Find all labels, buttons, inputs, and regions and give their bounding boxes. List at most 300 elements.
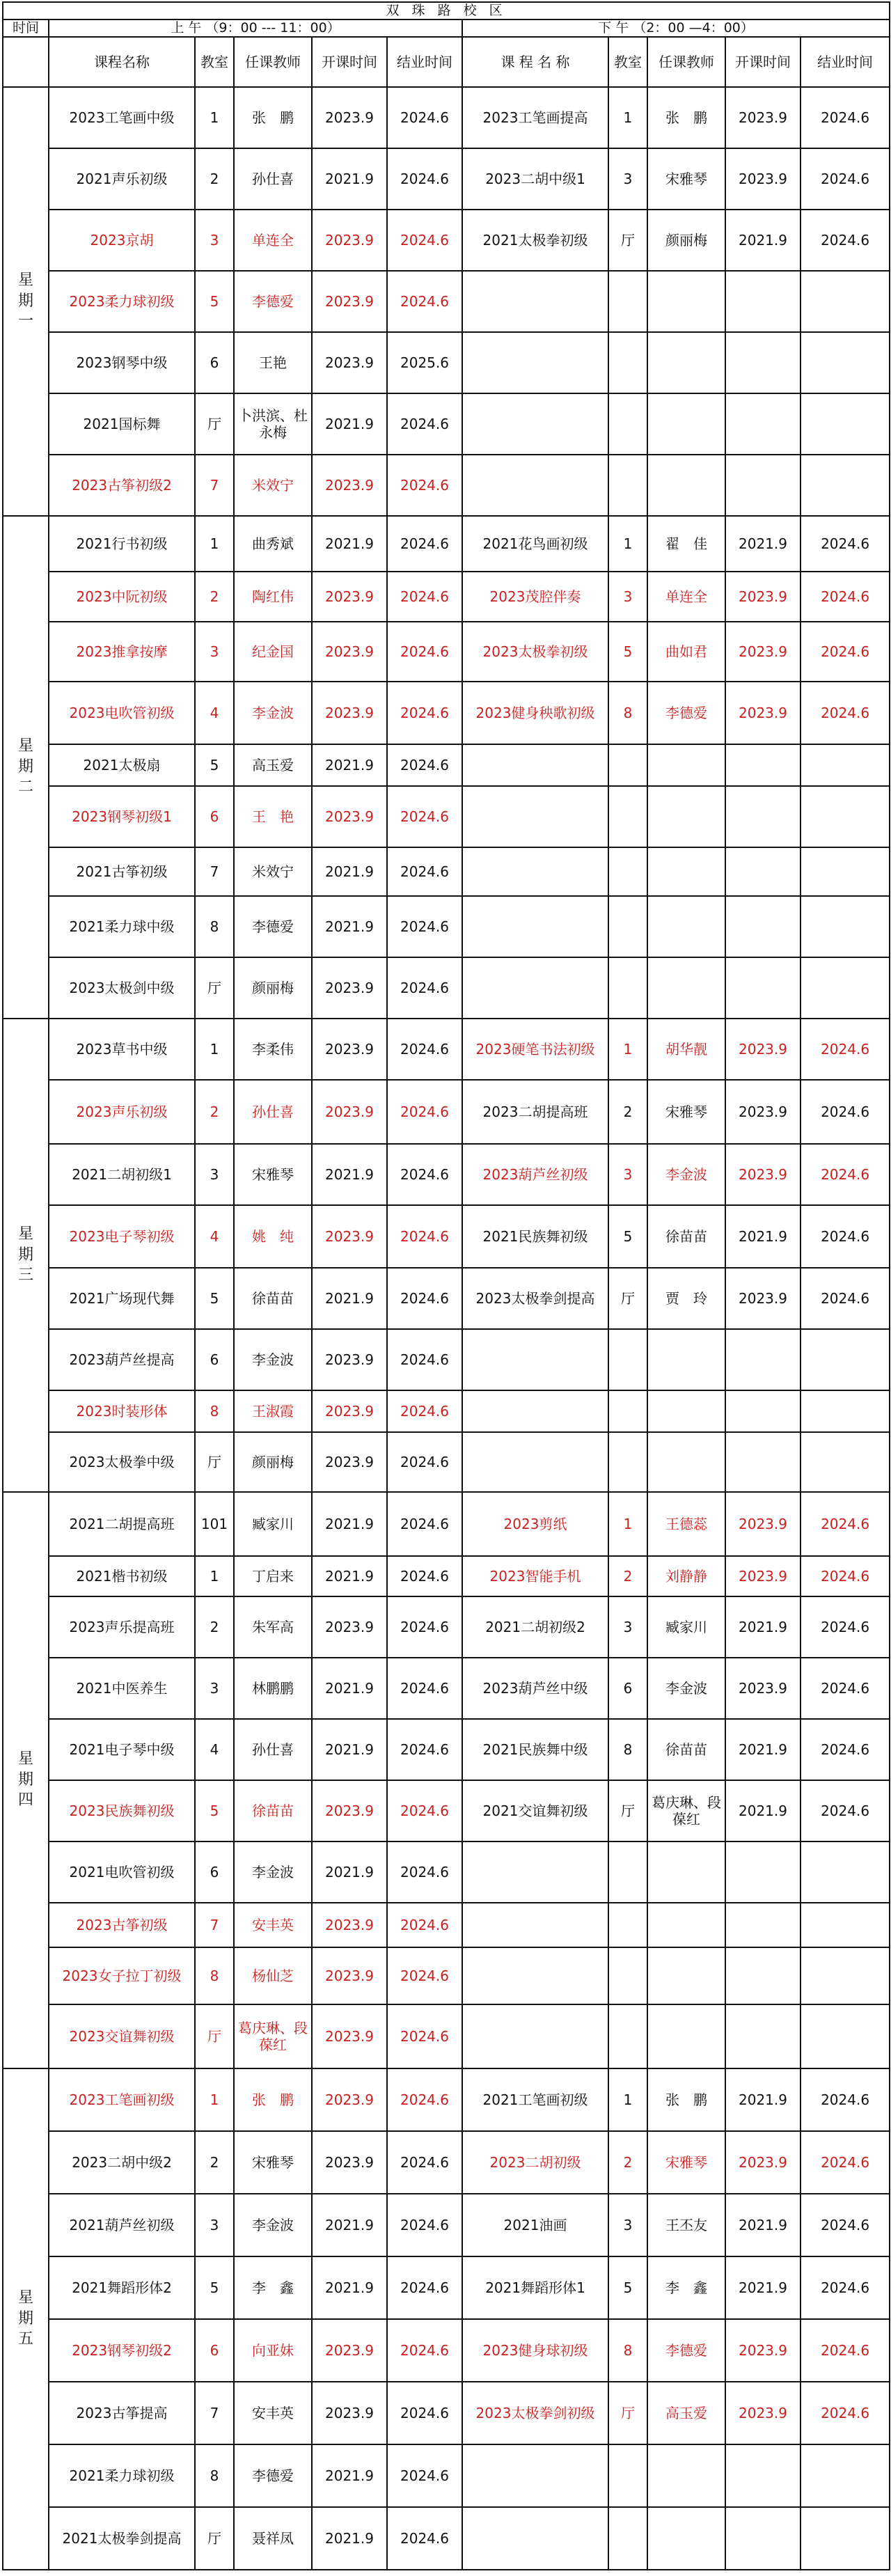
pm-room-cell: [608, 1432, 647, 1492]
pm-start-cell: 2023.9: [725, 87, 801, 148]
pm-end-cell: [801, 786, 890, 847]
am-room-cell: 2: [195, 1596, 234, 1658]
pm-room-cell: 厅: [608, 2382, 647, 2444]
pm-course-cell: 2023太极拳剑初级: [462, 2382, 608, 2444]
am-end-cell: 2024.6: [387, 682, 462, 744]
am-start-cell: 2023.9: [312, 1390, 387, 1432]
col-header-pm-teacher: 任课教师: [647, 37, 725, 87]
pm-start-cell: 2023.9: [725, 622, 801, 682]
am-room-cell: 5: [195, 1780, 234, 1841]
pm-end-cell: 2024.6: [801, 516, 890, 572]
day-label-char: 星: [17, 1225, 33, 1243]
pm-start-cell: [725, 847, 801, 896]
pm-room-cell: 5: [608, 622, 647, 682]
day-column-header: [3, 37, 49, 87]
am-teacher-cell: 孙仕喜: [234, 1719, 312, 1780]
am-room-cell: 1: [195, 2068, 234, 2131]
day-label: [3, 87, 49, 516]
am-teacher-cell: 聂祥凤: [234, 2507, 312, 2570]
am-course-cell: 2023古筝初级: [49, 1903, 195, 1947]
am-room-cell: 8: [195, 2444, 234, 2507]
am-end-cell: 2024.6: [387, 2444, 462, 2507]
pm-course-cell: 2021民族舞中级: [462, 1719, 608, 1780]
pm-teacher-cell: [647, 1947, 725, 2004]
pm-room-cell: 8: [608, 682, 647, 744]
pm-course-cell: [462, 896, 608, 957]
pm-teacher-cell: 高玉爱: [647, 2382, 725, 2444]
am-course-cell: 2023中阮初级: [49, 572, 195, 622]
pm-course-cell: 2021民族舞初级: [462, 1205, 608, 1268]
am-start-cell: 2023.9: [312, 2004, 387, 2068]
table-row: [3, 2131, 890, 2194]
pm-start-cell: 2023.9: [725, 1019, 801, 1080]
am-teacher-cell: 李德爱: [234, 271, 312, 332]
am-course-cell: 2021舞蹈形体2: [49, 2256, 195, 2319]
table-row: [3, 516, 890, 572]
pm-course-cell: 2023葫芦丝初级: [462, 1144, 608, 1205]
pm-course-cell: 2023二胡中级1: [462, 148, 608, 210]
am-end-cell: 2024.6: [387, 572, 462, 622]
am-start-cell: 2023.9: [312, 271, 387, 332]
am-end-cell: 2024.6: [387, 2319, 462, 2382]
am-teacher-cell: 葛庆琳、段葆红: [234, 2004, 312, 2068]
pm-teacher-cell: 宋雅琴: [647, 148, 725, 210]
table-row: [3, 1596, 890, 1658]
table-row: [3, 1658, 890, 1719]
pm-start-cell: [725, 1841, 801, 1903]
day-label-char: 三: [17, 1266, 33, 1285]
am-end-cell: 2025.6: [387, 332, 462, 393]
am-teacher-cell: 张 鹏: [234, 87, 312, 148]
pm-teacher-cell: 徐苗苗: [647, 1205, 725, 1268]
pm-course-cell: [462, 1390, 608, 1432]
am-course-cell: 2023交谊舞初级: [49, 2004, 195, 2068]
am-teacher-cell: 李德爱: [234, 896, 312, 957]
am-teacher-cell: 卜洪滨、杜永梅: [234, 393, 312, 455]
am-room-cell: 厅: [195, 2004, 234, 2068]
pm-end-cell: 2024.6: [801, 2382, 890, 2444]
table-row: [3, 210, 890, 271]
pm-start-cell: 2023.9: [725, 1080, 801, 1144]
pm-course-cell: [462, 1432, 608, 1492]
pm-end-cell: [801, 847, 890, 896]
am-start-cell: 2021.9: [312, 896, 387, 957]
am-teacher-cell: 林鹏鹏: [234, 1658, 312, 1719]
am-course-cell: 2023民族舞初级: [49, 1780, 195, 1841]
pm-end-cell: [801, 1947, 890, 2004]
pm-course-cell: 2021太极拳初级: [462, 210, 608, 271]
am-end-cell: 2024.6: [387, 1780, 462, 1841]
am-course-cell: 2023女子拉丁初级: [49, 1947, 195, 2004]
am-room-cell: 3: [195, 2194, 234, 2256]
pm-course-cell: [462, 1841, 608, 1903]
pm-start-cell: 2023.9: [725, 1268, 801, 1329]
am-start-cell: 2021.9: [312, 744, 387, 786]
pm-teacher-cell: 葛庆琳、段葆红: [647, 1780, 725, 1841]
pm-end-cell: 2024.6: [801, 2256, 890, 2319]
pm-start-cell: 2023.9: [725, 2319, 801, 2382]
am-end-cell: 2024.6: [387, 516, 462, 572]
pm-teacher-cell: 李 鑫: [647, 2256, 725, 2319]
am-course-cell: 2023时装形体: [49, 1390, 195, 1432]
table-row: [3, 332, 890, 393]
am-room-cell: 1: [195, 1556, 234, 1596]
am-end-cell: 2024.6: [387, 1658, 462, 1719]
am-course-cell: 2021太极扇: [49, 744, 195, 786]
am-start-cell: 2021.9: [312, 1841, 387, 1903]
pm-room-cell: [608, 271, 647, 332]
am-room-cell: 6: [195, 786, 234, 847]
am-course-cell: 2021声乐初级: [49, 148, 195, 210]
am-course-cell: 2023京胡: [49, 210, 195, 271]
am-start-cell: 2021.9: [312, 1658, 387, 1719]
pm-start-cell: 2023.9: [725, 682, 801, 744]
pm-start-cell: [725, 2507, 801, 2570]
pm-end-cell: 2024.6: [801, 1144, 890, 1205]
am-teacher-cell: 陶红伟: [234, 572, 312, 622]
table-row: [3, 2444, 890, 2507]
table-row: [3, 622, 890, 682]
pm-start-cell: 2023.9: [725, 572, 801, 622]
pm-room-cell: [608, 2004, 647, 2068]
pm-teacher-cell: [647, 332, 725, 393]
am-teacher-cell: 安丰英: [234, 2382, 312, 2444]
am-end-cell: 2024.6: [387, 1205, 462, 1268]
pm-course-cell: 2023健身秧歌初级: [462, 682, 608, 744]
pm-start-cell: 2021.9: [725, 1596, 801, 1658]
pm-start-cell: 2023.9: [725, 2131, 801, 2194]
am-teacher-cell: 朱军高: [234, 1596, 312, 1658]
pm-teacher-cell: 颜丽梅: [647, 210, 725, 271]
am-start-cell: 2021.9: [312, 2444, 387, 2507]
day-label-char: 星: [17, 737, 33, 755]
table-row: [3, 2382, 890, 2444]
col-header-pm-room: 教室: [608, 37, 647, 87]
table-row: [3, 455, 890, 516]
pm-course-cell: 2021花鸟画初级: [462, 516, 608, 572]
pm-course-cell: [462, 744, 608, 786]
table-row: [3, 1080, 890, 1144]
pm-start-cell: 2021.9: [725, 2068, 801, 2131]
pm-room-cell: [608, 455, 647, 516]
am-end-cell: 2024.6: [387, 1841, 462, 1903]
table-row: [3, 1205, 890, 1268]
day-label: [3, 2068, 49, 2570]
am-period-header: 上 午 （9：00 --- 11：00）: [49, 19, 462, 37]
am-start-cell: 2023.9: [312, 957, 387, 1019]
am-course-cell: 2023古筝初级2: [49, 455, 195, 516]
am-course-cell: 2021柔力球初级: [49, 2444, 195, 2507]
pm-room-cell: 1: [608, 2068, 647, 2131]
am-end-cell: 2024.6: [387, 1432, 462, 1492]
pm-teacher-cell: 李金波: [647, 1658, 725, 1719]
col-header-am-start: 开课时间: [312, 37, 387, 87]
am-room-cell: 7: [195, 1903, 234, 1947]
am-start-cell: 2023.9: [312, 2319, 387, 2382]
pm-end-cell: 2024.6: [801, 1556, 890, 1596]
am-course-cell: 2023钢琴初级2: [49, 2319, 195, 2382]
pm-start-cell: [725, 957, 801, 1019]
pm-period-header: 下 午 （2：00 —4：00）: [462, 19, 890, 37]
pm-end-cell: 2024.6: [801, 148, 890, 210]
am-room-cell: 6: [195, 1841, 234, 1903]
pm-room-cell: 2: [608, 1080, 647, 1144]
pm-teacher-cell: [647, 2507, 725, 2570]
am-end-cell: 2024.6: [387, 271, 462, 332]
pm-teacher-cell: 刘静静: [647, 1556, 725, 1596]
table-row: [3, 744, 890, 786]
am-end-cell: 2024.6: [387, 210, 462, 271]
am-start-cell: 2021.9: [312, 1556, 387, 1596]
pm-end-cell: [801, 2004, 890, 2068]
pm-start-cell: 2023.9: [725, 1492, 801, 1556]
am-end-cell: 2024.6: [387, 1019, 462, 1080]
table-row: [3, 896, 890, 957]
pm-teacher-cell: 王德蕊: [647, 1492, 725, 1556]
pm-start-cell: 2021.9: [725, 1780, 801, 1841]
day-label-char: 四: [17, 1791, 33, 1809]
pm-course-cell: 2023硬笔书法初级: [462, 1019, 608, 1080]
pm-teacher-cell: [647, 2444, 725, 2507]
pm-course-cell: [462, 957, 608, 1019]
pm-teacher-cell: [647, 957, 725, 1019]
pm-start-cell: [725, 1432, 801, 1492]
am-room-cell: 3: [195, 1658, 234, 1719]
am-start-cell: 2021.9: [312, 516, 387, 572]
am-course-cell: 2023二胡中级2: [49, 2131, 195, 2194]
am-room-cell: 2: [195, 148, 234, 210]
pm-start-cell: 2023.9: [725, 1144, 801, 1205]
pm-room-cell: [608, 2444, 647, 2507]
am-start-cell: 2023.9: [312, 682, 387, 744]
col-header-am-course: 课程名称: [49, 37, 195, 87]
pm-end-cell: [801, 332, 890, 393]
am-course-cell: 2023推拿按摩: [49, 622, 195, 682]
pm-end-cell: [801, 1390, 890, 1432]
am-start-cell: 2023.9: [312, 2068, 387, 2131]
pm-start-cell: [725, 2444, 801, 2507]
table-row: [3, 1719, 890, 1780]
am-course-cell: 2021葫芦丝初级: [49, 2194, 195, 2256]
am-teacher-cell: 孙仕喜: [234, 148, 312, 210]
day-label-char: 星: [17, 1750, 33, 1768]
am-teacher-cell: 米效宁: [234, 455, 312, 516]
pm-start-cell: 2021.9: [725, 516, 801, 572]
day-label: [3, 516, 49, 1019]
col-header-pm-start: 开课时间: [725, 37, 801, 87]
am-start-cell: 2021.9: [312, 2256, 387, 2319]
am-start-cell: 2023.9: [312, 1080, 387, 1144]
pm-room-cell: 8: [608, 1719, 647, 1780]
am-end-cell: 2024.6: [387, 847, 462, 896]
am-teacher-cell: 向亚妹: [234, 2319, 312, 2382]
pm-end-cell: 2024.6: [801, 1780, 890, 1841]
pm-end-cell: 2024.6: [801, 87, 890, 148]
am-start-cell: 2023.9: [312, 332, 387, 393]
pm-room-cell: 1: [608, 87, 647, 148]
pm-room-cell: 3: [608, 148, 647, 210]
pm-end-cell: [801, 271, 890, 332]
am-teacher-cell: 徐苗苗: [234, 1268, 312, 1329]
pm-course-cell: [462, 786, 608, 847]
day-label-char: 一: [17, 313, 33, 331]
pm-teacher-cell: [647, 393, 725, 455]
pm-end-cell: 2024.6: [801, 1719, 890, 1780]
pm-course-cell: [462, 393, 608, 455]
pm-start-cell: [725, 1903, 801, 1947]
pm-teacher-cell: 翟 佳: [647, 516, 725, 572]
pm-room-cell: [608, 896, 647, 957]
pm-room-cell: [608, 2507, 647, 2570]
pm-start-cell: [725, 1947, 801, 2004]
am-start-cell: 2023.9: [312, 87, 387, 148]
am-end-cell: 2024.6: [387, 1390, 462, 1432]
pm-room-cell: [608, 1903, 647, 1947]
pm-start-cell: [725, 332, 801, 393]
am-start-cell: 2021.9: [312, 1719, 387, 1780]
pm-room-cell: 1: [608, 1492, 647, 1556]
am-teacher-cell: 颜丽梅: [234, 1432, 312, 1492]
am-end-cell: 2024.6: [387, 1596, 462, 1658]
pm-room-cell: [608, 1390, 647, 1432]
am-room-cell: 5: [195, 744, 234, 786]
pm-end-cell: 2024.6: [801, 1080, 890, 1144]
am-end-cell: 2024.6: [387, 1268, 462, 1329]
col-header-am-end: 结业时间: [387, 37, 462, 87]
am-start-cell: 2023.9: [312, 455, 387, 516]
pm-teacher-cell: 贾 玲: [647, 1268, 725, 1329]
am-end-cell: 2024.6: [387, 1719, 462, 1780]
pm-room-cell: 2: [608, 2131, 647, 2194]
pm-room-cell: 2: [608, 1556, 647, 1596]
pm-start-cell: 2021.9: [725, 2256, 801, 2319]
am-room-cell: 厅: [195, 1432, 234, 1492]
am-end-cell: 2024.6: [387, 1903, 462, 1947]
pm-start-cell: [725, 1329, 801, 1390]
pm-end-cell: 2024.6: [801, 1205, 890, 1268]
pm-end-cell: [801, 1841, 890, 1903]
pm-end-cell: [801, 455, 890, 516]
pm-teacher-cell: [647, 847, 725, 896]
pm-start-cell: 2021.9: [725, 1719, 801, 1780]
am-start-cell: 2021.9: [312, 1492, 387, 1556]
pm-room-cell: [608, 332, 647, 393]
pm-teacher-cell: 曲如君: [647, 622, 725, 682]
pm-start-cell: [725, 2004, 801, 2068]
am-course-cell: 2021广场现代舞: [49, 1268, 195, 1329]
pm-start-cell: [725, 393, 801, 455]
table-row: [3, 1841, 890, 1903]
am-course-cell: 2023葫芦丝提高: [49, 1329, 195, 1390]
pm-course-cell: 2023太极拳初级: [462, 622, 608, 682]
table-row: [3, 148, 890, 210]
day-label: [3, 1492, 49, 2068]
pm-start-cell: 2021.9: [725, 210, 801, 271]
am-room-cell: 4: [195, 1719, 234, 1780]
pm-start-cell: 2023.9: [725, 148, 801, 210]
am-course-cell: 2021太极拳剑提高: [49, 2507, 195, 2570]
pm-teacher-cell: [647, 786, 725, 847]
pm-teacher-cell: 宋雅琴: [647, 2131, 725, 2194]
pm-teacher-cell: [647, 1903, 725, 1947]
am-end-cell: 2024.6: [387, 1492, 462, 1556]
am-room-cell: 7: [195, 455, 234, 516]
pm-room-cell: 8: [608, 2319, 647, 2382]
day-label-char: 星: [17, 2289, 33, 2307]
table-row: [3, 1432, 890, 1492]
am-room-cell: 3: [195, 1144, 234, 1205]
pm-room-cell: [608, 957, 647, 1019]
am-end-cell: 2024.6: [387, 1329, 462, 1390]
am-room-cell: 5: [195, 2256, 234, 2319]
pm-end-cell: 2024.6: [801, 210, 890, 271]
col-header-am-teacher: 任课教师: [234, 37, 312, 87]
am-room-cell: 7: [195, 847, 234, 896]
table-row: [3, 271, 890, 332]
am-course-cell: 2021古筝初级: [49, 847, 195, 896]
am-end-cell: 2024.6: [387, 1947, 462, 2004]
table-row: [3, 1390, 890, 1432]
am-course-cell: 2023草书中级: [49, 1019, 195, 1080]
am-teacher-cell: 李金波: [234, 1841, 312, 1903]
am-teacher-cell: 丁启来: [234, 1556, 312, 1596]
am-teacher-cell: 颜丽梅: [234, 957, 312, 1019]
time-label: 时间: [3, 19, 49, 37]
am-teacher-cell: 臧家川: [234, 1492, 312, 1556]
am-course-cell: 2023钢琴中级: [49, 332, 195, 393]
pm-teacher-cell: 李金波: [647, 1144, 725, 1205]
table-row: [3, 87, 890, 148]
pm-course-cell: [462, 455, 608, 516]
am-end-cell: 2024.6: [387, 2256, 462, 2319]
am-end-cell: 2024.6: [387, 1556, 462, 1596]
pm-teacher-cell: 徐苗苗: [647, 1719, 725, 1780]
am-course-cell: 2021楷书初级: [49, 1556, 195, 1596]
am-start-cell: 2021.9: [312, 1268, 387, 1329]
am-course-cell: 2021二胡提高班: [49, 1492, 195, 1556]
table-row: [3, 682, 890, 744]
am-teacher-cell: 王艳: [234, 332, 312, 393]
am-start-cell: 2023.9: [312, 1596, 387, 1658]
pm-course-cell: 2023剪纸: [462, 1492, 608, 1556]
pm-teacher-cell: 王丕友: [647, 2194, 725, 2256]
pm-room-cell: [608, 744, 647, 786]
am-end-cell: 2024.6: [387, 2382, 462, 2444]
col-header-am-room: 教室: [195, 37, 234, 87]
am-room-cell: 厅: [195, 2507, 234, 2570]
col-header-pm-course: 课 程 名 称: [462, 37, 608, 87]
pm-end-cell: 2024.6: [801, 2131, 890, 2194]
pm-course-cell: 2021工笔画初级: [462, 2068, 608, 2131]
pm-end-cell: [801, 744, 890, 786]
am-teacher-cell: 姚 纯: [234, 1205, 312, 1268]
am-room-cell: 6: [195, 2319, 234, 2382]
title-row: [3, 2, 890, 19]
table-row: [3, 2004, 890, 2068]
am-start-cell: 2023.9: [312, 210, 387, 271]
pm-room-cell: 厅: [608, 1268, 647, 1329]
table-row: [3, 2256, 890, 2319]
am-course-cell: 2023电吹管初级: [49, 682, 195, 744]
pm-course-cell: 2023健身球初级: [462, 2319, 608, 2382]
am-room-cell: 7: [195, 2382, 234, 2444]
pm-course-cell: [462, 332, 608, 393]
am-course-cell: 2021国标舞: [49, 393, 195, 455]
am-room-cell: 4: [195, 1205, 234, 1268]
table-row: [3, 1556, 890, 1596]
pm-room-cell: [608, 393, 647, 455]
pm-end-cell: [801, 1432, 890, 1492]
